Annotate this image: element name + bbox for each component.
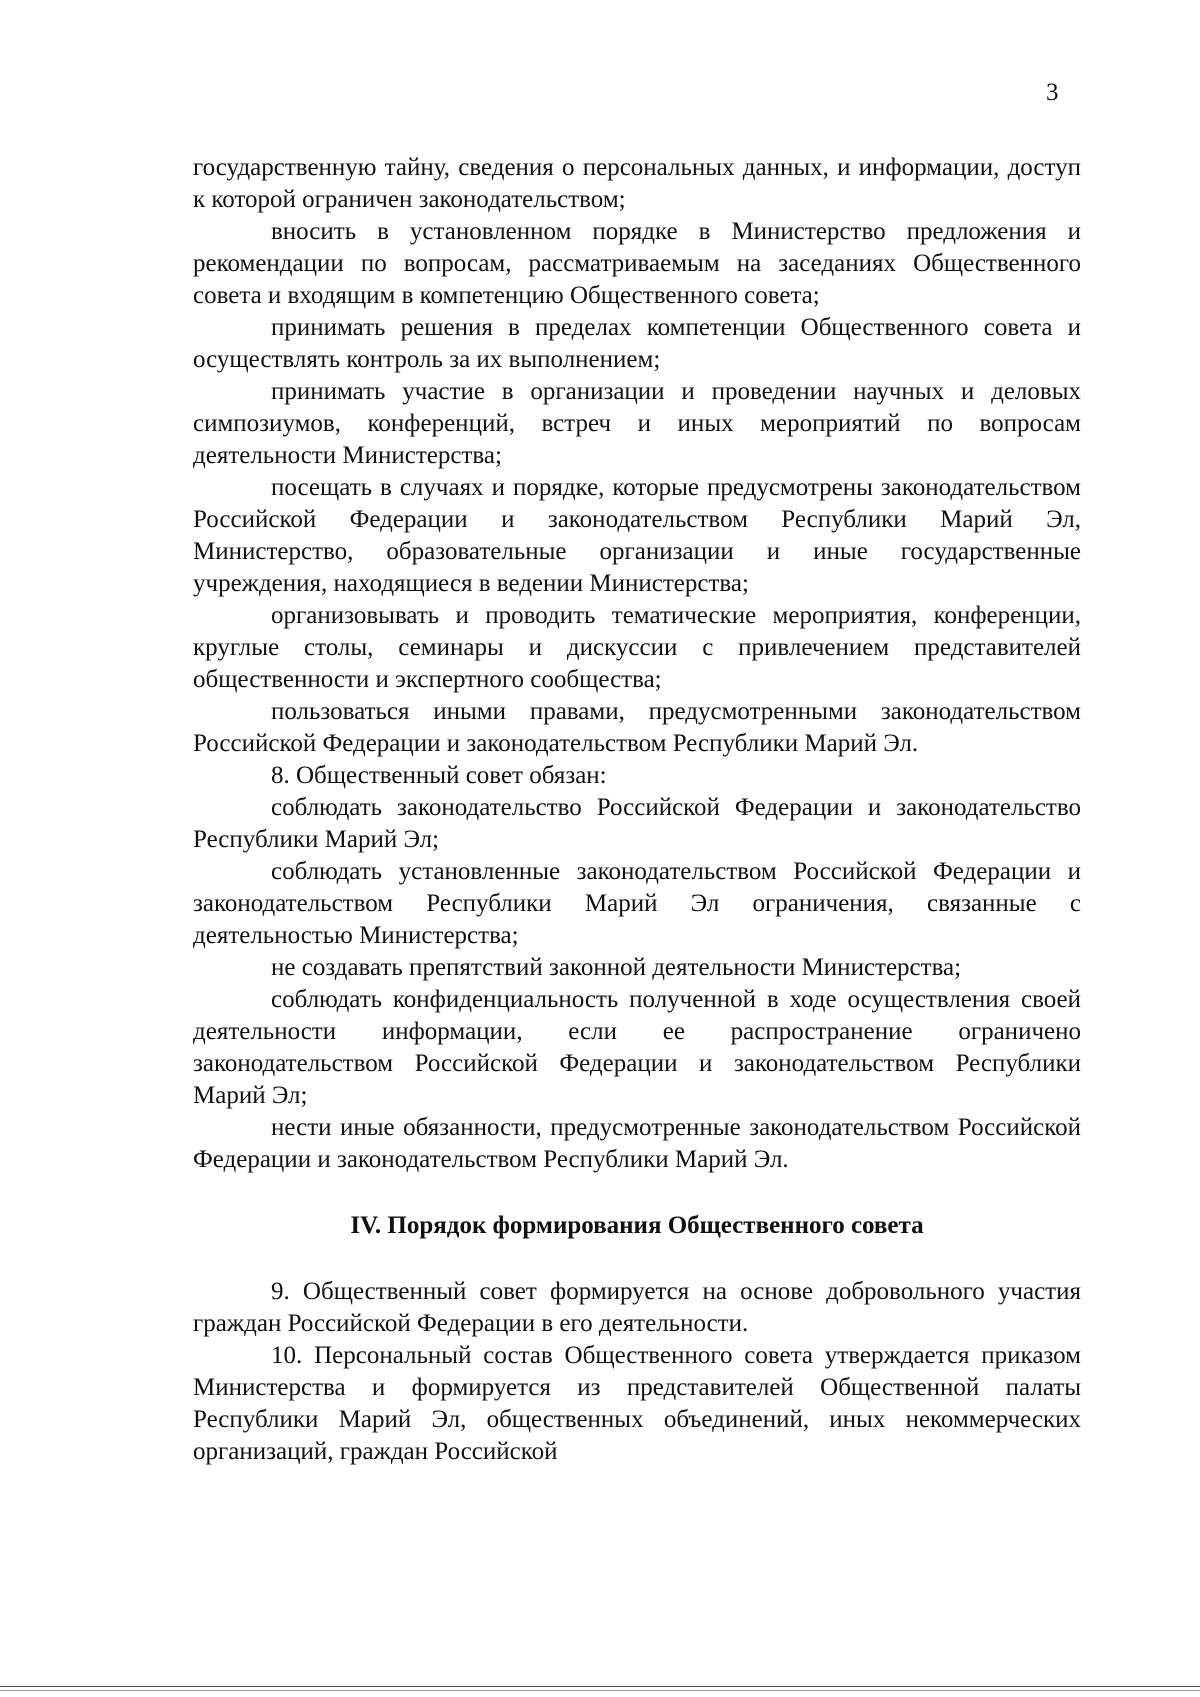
paragraph-item-8: 8. Общественный совет обязан: bbox=[271, 762, 607, 789]
paragraph-item-10: 10. Персональный состав Общественного совета утверждается приказом Министерства и формируется из представителей Общественной палаты Республики Марий Эл, общественных объединений, иных некоммерческих организаций, граждан Российской bbox=[193, 1342, 1081, 1465]
scan-edge-line bbox=[0, 1686, 1200, 1687]
paragraph-duty-law: соблюдать законодательство Российской Федерации и законодательство Республики Марий Эл; bbox=[193, 794, 1081, 853]
paragraph-right-other: пользоваться иными правами, предусмотренными законодательством Российской Федерации и законодательством Республики Марий Эл. bbox=[193, 698, 1081, 757]
scan-edge-line bbox=[0, 1690, 1200, 1691]
paragraph-right-decisions: принимать решения в пределах компетенции Общественного совета и осуществлять контроль за их выполнением; bbox=[193, 314, 1081, 373]
paragraph-right-organize: организовывать и проводить тематические мероприятия, конференции, круглые столы, семинары и дискуссии с привлечением представителей общественности и экспертного сообщества; bbox=[193, 602, 1081, 693]
paragraph-item-9: 9. Общественный совет формируется на основе добровольного участия граждан Российской Федерации в его деятельности. bbox=[193, 1278, 1081, 1337]
paragraph-duty-other: нести иные обязанности, предусмотренные законодательством Российской Федерации и законодательством Республики Марий Эл. bbox=[193, 1114, 1081, 1173]
page-number: 3 bbox=[1046, 79, 1059, 106]
paragraph-continuation: государственную тайну, сведения о персональных данных, и информации, доступ к которой ограничен законодательством; bbox=[193, 154, 1081, 213]
paragraph-duty-no-obstacles: не создавать препятствий законной деятельности Министерства; bbox=[271, 954, 962, 981]
paragraph-right-events: принимать участие в организации и проведении научных и деловых симпозиумов, конференций, встреч и иных мероприятий по вопросам деятельности Министерства; bbox=[193, 378, 1081, 469]
document-body bbox=[193, 152, 1081, 1468]
paragraph-right-visits: посещать в случаях и порядке, которые предусмотрены законодательством Российской Федерации и законодательством Республики Марий Эл, Министерство, образовательные организации и иные государственные учреждения, находящиеся в ведении Министерства; bbox=[193, 474, 1081, 597]
paragraph-right-proposals: вносить в установленном порядке в Министерство предложения и рекомендации по вопросам, рассматриваемым на заседаниях Общественного совета и входящим в компетенцию Общественного совета; bbox=[193, 218, 1081, 309]
section-heading: IV. Порядок формирования Общественного совета bbox=[350, 1212, 924, 1239]
paragraph-duty-restrictions: соблюдать установленные законодательством Российской Федерации и законодательством Республики Марий Эл ограничения, связанные с деятельностью Министерства; bbox=[193, 858, 1081, 949]
paragraph-duty-confidentiality: соблюдать конфиденциальность полученной в ходе осуществления своей деятельности информации, если ее распространение ограничено законодательством Российской Федерации и законодательством Республики Марий Эл; bbox=[193, 986, 1081, 1109]
